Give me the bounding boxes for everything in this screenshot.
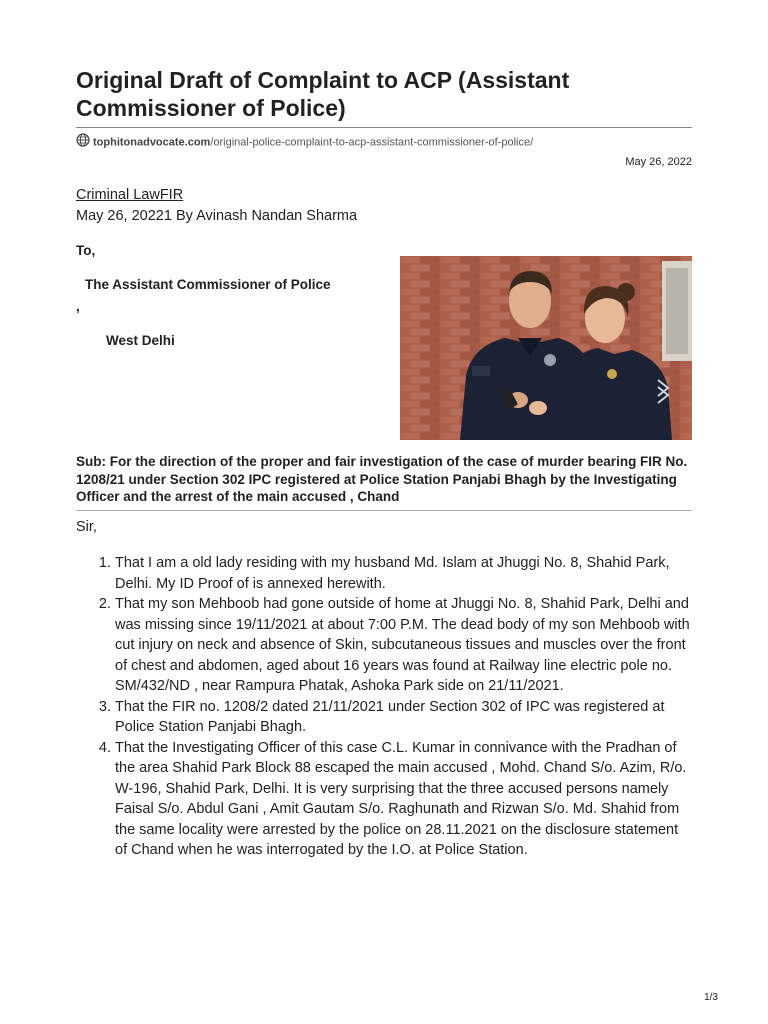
- title-divider: [76, 127, 692, 128]
- source-domain[interactable]: tophitonadvocate.com: [93, 136, 211, 149]
- category-link-fir[interactable]: FIR: [159, 187, 184, 203]
- source-path[interactable]: /original-police-complaint-to-acp-assistant-commissioner-of-police/: [210, 136, 534, 149]
- list-item: 4. That the Investigating Officer of this case C.L. Kumar in connivance with the Pradhan of the area Shahid Park Block 88 escaped the main accused , Mohd. Chand S/o. Azim, R/o. W-196, Shahid Park, Delhi. It is very surprising that the three accused persons namely Faisal S/o. Abdul Gani , Amit Gautam S/o. Raghunath and Rizwan S/o. Md. Shahid from the same locality were arrested by the police on 28.11.2021 on the disclosure statement of Chand when he was interrogated by the I.O. at Police Station.: [115, 738, 692, 861]
- subject-divider: [76, 510, 692, 511]
- addressee-comma: ,: [76, 299, 80, 314]
- complaint-points: [76, 553, 692, 861]
- page-indicator: 1/3: [704, 992, 718, 1003]
- category-links: [76, 186, 183, 204]
- list-item: 1. That I am a old lady residing with my husband Md. Islam at Jhuggi No. 8, Shahid Park, Delhi. My ID Proof of is annexed herewith.: [115, 553, 692, 594]
- globe-icon: [76, 133, 90, 152]
- list-item: 3. That the FIR no. 1208/2 dated 21/11/2021 under Section 302 of IPC was registered at Police Station Panjabi Bhagh.: [115, 697, 692, 738]
- letter-addressee: The Assistant Commissioner of Police: [85, 277, 331, 292]
- letter-city: West Delhi: [106, 333, 175, 348]
- category-link-criminal-law[interactable]: Criminal Law: [76, 187, 160, 203]
- list-item: 2. That my son Mehboob had gone outside of home at Jhuggi No. 8, Shahid Park, Delhi and was missing since 19/11/2021 at about 7:00 P.M. The dead body of my son Mehboob with cut injury on neck and absence of Skin, subcutaneous tissues and muscles over the front of chest and abdomen, aged about 16 years was found at Railway line electric pole no. SM/432/ND , near Rampura Phatak, Ashoka Park side on 21/11/2021.: [115, 594, 692, 697]
- letter-to: To,: [76, 243, 96, 258]
- police-officers-photo: [400, 256, 692, 440]
- article-title: Original Draft of Complaint to ACP (Assistant Commissioner of Police): [76, 67, 570, 121]
- letter-subject: Sub: For the direction of the proper and fair investigation of the case of murder bearing FIR No. 1208/21 under Section 302 IPC registered at Police Station Panjabi Bhagh by the Investigating Officer and the arrest of the main accused , Chand: [76, 454, 688, 504]
- source-url[interactable]: [76, 133, 692, 149]
- print-date: May 26, 2022: [625, 156, 692, 168]
- letter-salutation: Sir,: [76, 519, 97, 535]
- byline: May 26, 20221 By Avinash Nandan Sharma: [76, 208, 358, 224]
